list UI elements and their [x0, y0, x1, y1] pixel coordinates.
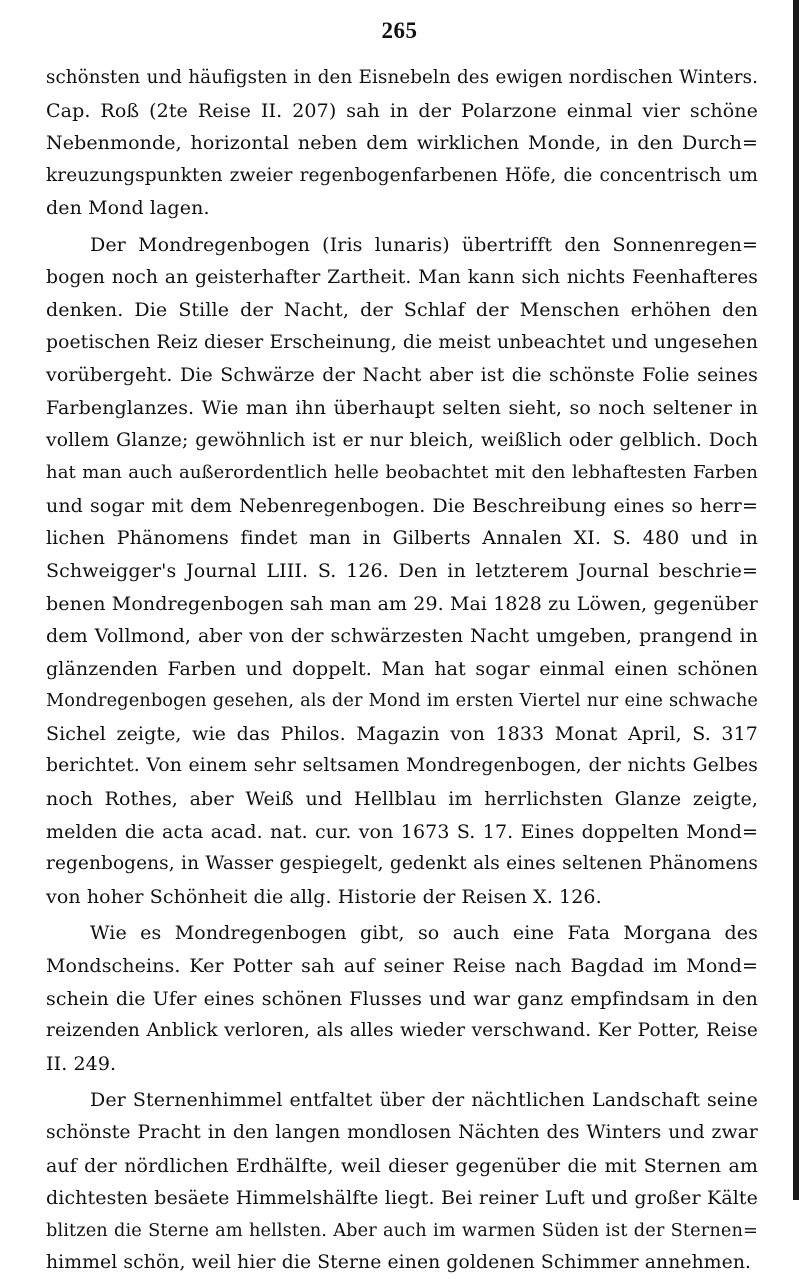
- text-line: vorübergeht. Die Schwärze der Nacht aber ist die schönste Folie seines: [46, 364, 758, 387]
- text-line: den Mond lagen.: [46, 197, 210, 220]
- text-line: schönste Pracht in den langen mondlosen Nächten des Winters und zwar: [46, 1122, 758, 1143]
- text-line: reizenden Anblick verloren, als alles wieder verschwand. Ker Potter, Reise: [46, 1020, 758, 1042]
- text-line: Mondregenbogen gesehen, als der Mond im ersten Viertel nur eine schwache: [46, 691, 758, 712]
- text-line: Der Sternenhimmel entfaltet über der nächtlichen Landschaft seine: [90, 1089, 758, 1112]
- paragraph: [46, 917, 758, 1080]
- text-line: kreuzungspunkten zweier regenbogenfarbenen Höfe, die concentrisch um: [46, 164, 758, 186]
- text-line: und sogar mit dem Nebenregenbogen. Die Beschreibung eines so herr=: [46, 494, 758, 517]
- text-line: auf der nördlichen Erdhälfte, weil dieser gegenüber die mit Sternen am: [46, 1154, 758, 1177]
- text-line: Der Mondregenbogen (Iris lunaris) übertrifft den Sonnenregen=: [90, 233, 758, 256]
- text-line: Farbenglanzes. Wie man ihn überhaupt selten sieht, so noch seltener in: [46, 396, 758, 419]
- text-line: dem Vollmond, aber von der schwärzesten Nacht umgeben, prangend in: [46, 625, 758, 648]
- text-line: benen Mondregenbogen sah man am 29. Mai 1828 zu Löwen, gegenüber: [46, 592, 758, 615]
- text-line: Schweigger's Journal LIII. S. 126. Den in letzterem Journal beschrie=: [46, 559, 758, 582]
- text-line: melden die acta acad. nat. cur. von 1673 S. 17. Eines doppelten Mond=: [46, 820, 758, 843]
- text-line: vollem Glanze; gewöhnlich ist er nur bleich, weißlich oder gelblich. Doch: [46, 429, 758, 451]
- page-number: 265: [381, 18, 418, 43]
- text-line: Mondscheins. Ker Potter sah auf seiner Reise nach Bagdad im Mond=: [46, 955, 758, 978]
- text-line: lichen Phänomens findet man in Gilberts Annalen XI. S. 480 und in: [46, 527, 758, 550]
- text-line: Cap. Roß (2te Reise II. 207) sah in der Polarzone einmal vier schöne: [46, 99, 758, 122]
- text-line: glänzenden Farben und doppelt. Man hat sogar einmal einen schönen: [46, 657, 758, 680]
- text-line: schönsten und häufigsten in den Eisnebeln des ewigen nordischen Winters.: [46, 67, 758, 88]
- text-line: himmel schön, weil hier die Sterne einen goldenen Schimmer annehmen.: [46, 1252, 752, 1274]
- paragraph: [46, 1084, 758, 1280]
- page-edge-shadow: [793, 0, 799, 1200]
- text-line: noch Rothes, aber Weiß und Hellblau im herrlichsten Glanze zeigte,: [46, 788, 758, 811]
- text-line: Sichel zeigte, wie das Philos. Magazin von 1833 Monat April, S. 317: [46, 722, 758, 745]
- text-line: blitzen die Sterne am hellsten. Aber auch im warmen Süden ist der Sternen=: [46, 1220, 758, 1241]
- text-line: Wie es Mondregenbogen gibt, so auch eine Fata Morgana des: [90, 922, 758, 945]
- text-line: schein die Ufer eines schönen Flusses und war ganz empfindsam in den: [46, 987, 758, 1010]
- text-line: Nebenmonde, horizontal neben dem wirklichen Monde, in den Durch=: [46, 132, 758, 155]
- text-line: dichtesten besäete Himmelshälfte liegt. Bei reiner Luft und großer Kälte: [46, 1187, 758, 1210]
- text-line: denken. Die Stille der Nacht, der Schlaf der Menschen erhöhen den: [46, 299, 758, 322]
- text-line: II. 249.: [46, 1052, 117, 1075]
- body-text: [46, 62, 758, 1280]
- text-line: poetischen Reiz dieser Erscheinung, die meist unbeachtet und ungesehen: [46, 331, 758, 353]
- text-line: von hoher Schönheit die allg. Historie der Reisen X. 126.: [46, 885, 602, 908]
- paragraph: [46, 229, 758, 913]
- text-line: berichtet. Von einem sehr seltsamen Mondregenbogen, der nichts Gelbes: [46, 755, 758, 777]
- text-line: hat man auch außerordentlich helle beobachtet mit den lebhaftesten Farben: [46, 462, 758, 484]
- text-line: bogen noch an geisterhafter Zartheit. Man kann sich nichts Feenhafteres: [46, 266, 758, 288]
- text-line: regenbogens, in Wasser gespiegelt, gedenkt als eines seltenen Phänomens: [46, 853, 758, 875]
- paragraph: [46, 62, 758, 225]
